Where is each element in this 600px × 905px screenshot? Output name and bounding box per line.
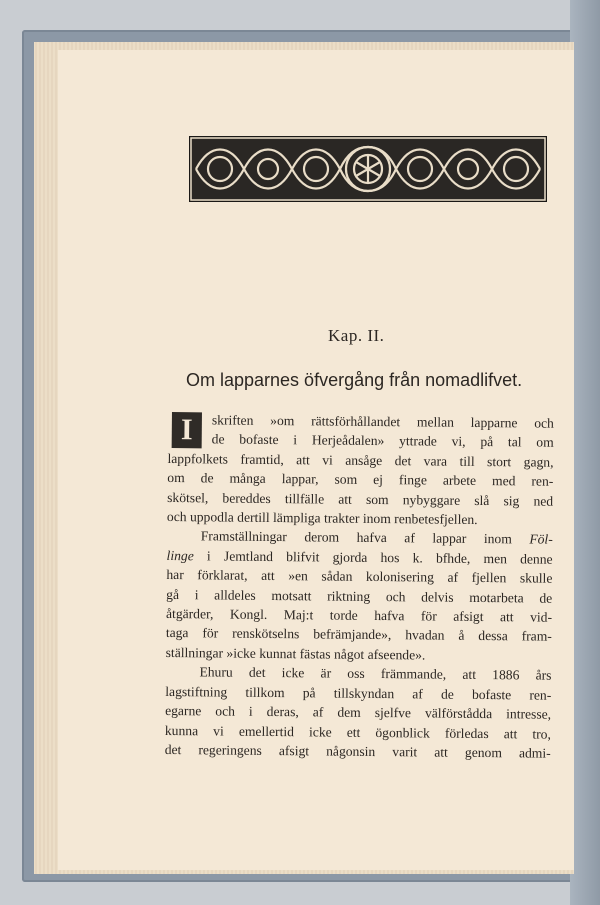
italic-place-name: linge: [166, 547, 194, 564]
text-line: skötsel, bereddes tillfälle att som nybyggare slå sig ned: [167, 489, 554, 509]
text-line: lagstiftning tillkom på tillskyndan af de bofaste ren-: [165, 683, 552, 703]
text-line: har förklarat, att »en sådan kolonisering af fjellen skulle: [166, 567, 553, 586]
italic-place-name: Föl-: [529, 531, 553, 548]
text-line: linge i Jemtland blifvit gjorda hos k. bfhde, men denne: [166, 547, 553, 567]
text-line: åtgärder, Kongl. Maj:t torde hafva för afsigt att vid-: [165, 606, 553, 625]
body-text: [165, 410, 554, 763]
text-line: det regeringens afsigt någonsin varit att genom admi-: [164, 741, 551, 761]
text-line: och uppodla dertill lämpliga trakter inom renbetesfjellen.: [166, 509, 478, 528]
drop-cap-letter: I: [172, 412, 202, 448]
text-line: Framställningar derom hafva af lappar inom Föl-: [200, 528, 553, 548]
interlace-ornament-icon: [189, 136, 547, 202]
text-line: gå i alldeles motsatt riktning och delvis motarbeta de: [166, 586, 553, 606]
paragraph-3: [165, 662, 552, 763]
text-line: taga för renskötselns befrämjande», hvadan å dessa fram-: [165, 625, 552, 645]
chapter-number: Kap. II.: [328, 326, 385, 345]
text-line: Ehuru det icke är oss främmande, att 1886 års: [199, 664, 552, 683]
text-line: ställningar »icke kunnat fästas något afseende».: [165, 644, 426, 663]
chapter-title: Om lapparnes öfvergång från nomadlifvet.: [186, 370, 523, 390]
text-line: de bofaste i Herjeådalen» yttrade vi, på tal om: [211, 431, 554, 451]
paragraph-1: [167, 410, 554, 530]
text-line: lappfolkets framtid, att vi ansåge det vara till stort gagn,: [167, 450, 554, 470]
paragraph-2: [166, 526, 553, 666]
book-cover-edge: [570, 0, 600, 905]
text-line: kunna vi emellertid icke ett ögonblick förledas att tro,: [164, 722, 551, 742]
text-line: skriften »om rättsförhållandet mellan lapparne och: [211, 412, 554, 431]
text-line: egarne och i deras, af dem sjelfve välförstådda intresse,: [165, 703, 552, 722]
text-line: om de många lappar, som ej finge arbete med ren-: [167, 470, 554, 489]
